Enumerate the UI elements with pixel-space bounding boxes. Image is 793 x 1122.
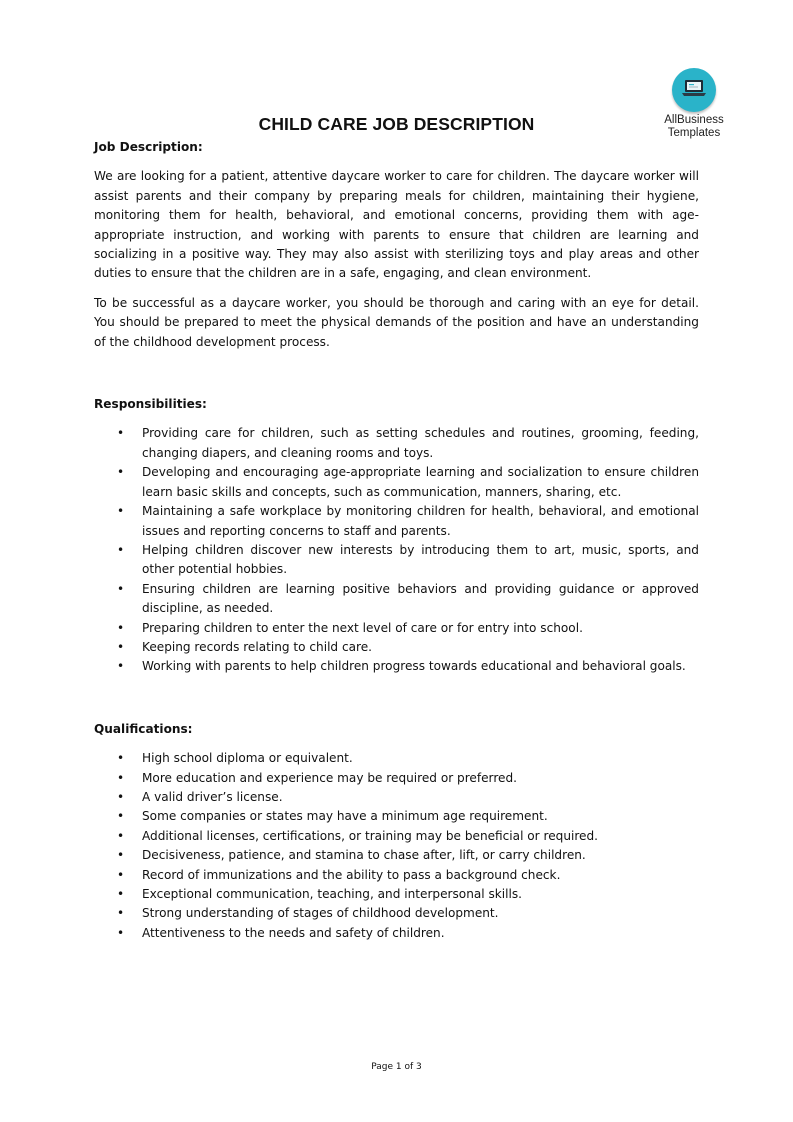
document-body [94,138,699,943]
list-item-text: Developing and encouraging age-appropriate learning and socialization to ensure children learn basic skills and concepts, such as communication, manners, sharing, etc. [142,465,699,499]
list-item-text: More education and experience may be required or preferred. [142,770,517,785]
list-item-text: Working with parents to help children progress towards educational and behavioral goals. [142,659,686,674]
bullet-icon: • [117,426,125,441]
bullet-icon: • [117,504,125,519]
list-item-text: Maintaining a safe workplace by monitoring children for health, behavioral, and emotional issues and reporting concerns to staff and parents. [142,504,699,538]
bullet-icon: • [117,620,125,635]
list-item [94,463,699,502]
bullet-icon: • [117,848,125,863]
bullet-icon: • [117,789,125,804]
page-number: Page 1 of 3 [371,1062,422,1072]
list-item [94,885,699,904]
list-item [94,580,699,619]
list-item [94,904,699,923]
list-item-text: Decisiveness, patience, and stamina to chase after, lift, or carry children. [142,848,586,863]
list-item [94,807,699,826]
bullet-icon: • [117,809,125,824]
bullet-icon: • [117,639,125,654]
bullet-icon: • [117,542,125,557]
list-item-text: Keeping records relating to child care. [142,639,373,654]
list-item-text: Exceptional communication, teaching, and interpersonal skills. [142,887,523,901]
bullet-icon: • [117,659,125,674]
bullet-icon: • [117,465,125,480]
list-item-text: Attentiveness to the needs and safety of children. [142,925,445,940]
logo-line-1: AllBusiness [664,114,724,126]
bullet-icon: • [117,867,125,882]
list-item [94,866,699,885]
list-item-text: Record of immunizations and the ability to pass a background check. [142,867,561,882]
list-item-text: Helping children discover new interests by introducing them to art, music, sports, and other potential hobbies. [142,542,699,577]
list-item [94,424,699,463]
qualifications-list [94,749,699,943]
job-description-paragraph: To be successful as a daycare worker, you should be thorough and caring with an eye for detail. You should be prepared to meet the physical demands of the position and have an understanding of the childhood development process. [94,295,699,349]
list-item-text: A valid driver’s license. [142,789,283,804]
bullet-icon: • [117,770,125,785]
laptop-icon [672,68,716,112]
responsibilities-heading: Responsibilities: [94,397,207,412]
list-item-text: Strong understanding of stages of childhood development. [142,906,499,921]
list-item [94,769,699,788]
qualifications-heading: Qualifications: [94,721,193,736]
list-item-text: Preparing children to enter the next level of care or for entry into school. [142,620,583,635]
list-item [94,541,699,580]
list-item [94,502,699,541]
list-item [94,846,699,865]
job-description-paragraph: We are looking for a patient, attentive daycare worker to care for children. The daycare worker will assist parents and their company by preparing meals for children, maintaining their hygiene, monitoring them for health, behavioral, and emotional concerns, providing them with age-appropriate instruction, and working with parents to ensure that children are learning and socializing in a positive way. They may also assist with sterilizing toys and play areas and other duties to ensure that the children are in a safe, engaging, and clean environment. [94,169,699,281]
bullet-icon: • [117,887,125,901]
list-item-text: Providing care for children, such as setting schedules and routines, grooming, feeding, changing diapers, and cleaning rooms and toys. [142,426,699,460]
list-item [94,827,699,846]
bullet-icon: • [117,581,125,596]
list-item-text: High school diploma or equivalent. [142,751,353,766]
bullet-icon: • [117,906,125,921]
list-item-text: Some companies or states may have a minimum age requirement. [142,809,548,824]
list-item-text: Ensuring children are learning positive behaviors and providing guidance or approved discipline, as needed. [142,581,699,616]
list-item [94,619,699,638]
responsibilities-list [94,424,699,676]
list-item [94,788,699,807]
job-description-heading: Job Description: [94,140,203,154]
list-item [94,749,699,768]
bullet-icon: • [117,828,125,843]
list-item [94,657,699,676]
bullet-icon: • [117,925,125,940]
bullet-icon: • [117,751,125,766]
logo-line-2: Templates [667,127,721,139]
list-item [94,638,699,657]
page-title: CHILD CARE JOB DESCRIPTION [258,114,535,134]
list-item-text: Additional licenses, certifications, or training may be beneficial or required. [142,828,599,843]
list-item [94,924,699,943]
